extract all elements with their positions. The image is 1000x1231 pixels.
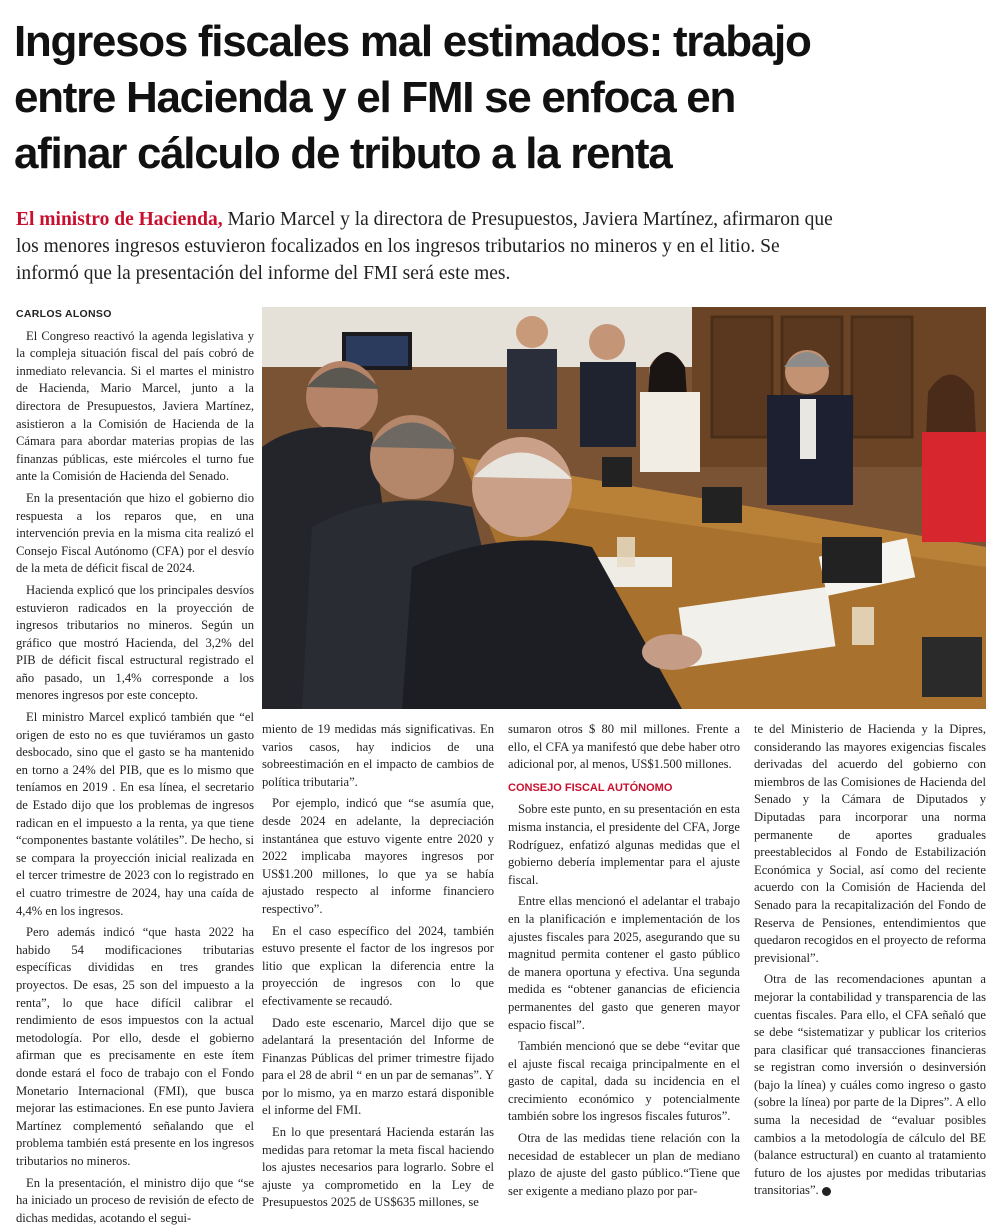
paragraph	[754, 971, 986, 1200]
paragraph: sumaron otros $ 80 mil millones. Frente a ello, el CFA ya manifestó que debe haber otro adicional por, al menos, US$1.500 millones.	[508, 722, 740, 772]
paragraph: Sobre este punto, en su presentación en esta misma instancia, el presidente del CFA, Jorge Rodríguez, enfatizó algunas medidas que el gobierno debería implementar para el ajuste fiscal.	[508, 802, 740, 887]
paragraph: te del Ministerio de Hacienda y la Dipres, considerando las mayores exigencias fiscales derivadas del acuerdo del gobierno con miembros de las Comisiones de Hacienda del Senado y la Cámara de Diputados y Diputadas para incorporar una norma permanente de aportes graduales preestablecidos al Fondo de Estabilización Económica y Social, así como del reciente acuerdo con la Comisión de Hacienda del Senado para la recapitalización del Fondo de Reserva de Pensiones, entendimientos que quedaron recogidos en el proyecto de reforma previsional”.	[754, 722, 986, 965]
paragraph: Pero además indicó “que hasta 2022 ha habido 54 modificaciones tributarias específicas divididas en tres grandes proyectos. De esas, 25 son del impuesto a la renta”, lo que hace difícil calibrar el rendimiento de esos impuestos con la actual metodología. Por ello, desde el gobierno afirman que es precisamente en este ítem donde estará el foco de trabajo con el Fondo Monetario Internacional (FMI), que busca mejorar las estimaciones. En ese punto Javiera Martínez complementó señalando que el problema también está presente en los ingresos tributarios no mineros.	[16, 925, 254, 1168]
paragraph: En lo que presentará Hacienda estarán las medidas para retomar la meta fiscal haciendo los ajustes necesarios para lograrlo. Sobre el ajuste ya comprometido en la Ley de Presupuestos 2025 de US$635 millones, se	[262, 1125, 494, 1210]
lead-line-1-text: Mario Marcel y la directora de Presupuestos, Javiera Martínez, afirmaron que	[222, 209, 833, 230]
lead-paragraph	[16, 206, 991, 287]
article-column-4	[754, 721, 986, 1204]
paragraph: En la presentación que hizo el gobierno dio respuesta a los reparos que, en una intervención previa en la misma cita realizó el Consejo Fiscal Autónomo (CFA) por el desvío de la meta de déficit fiscal de 2024.	[16, 490, 254, 576]
article-column-3	[508, 721, 740, 1204]
paragraph-text: Otra de las recomendaciones apuntan a mejorar la contabilidad y transparencia de las cuentas fiscales. Para ello, el CFA señaló que se debe “sistematizar y publicar los criterios para clasificar qué transacciones financieras se registran como inversión o desinversión (bajo la línea) y cuáles como ingreso o gasto (sobre la línea) por parte de la Dipres”. A ello suma la necesidad de “evaluar posibles cambios a la metodología de cálculo del BE (balance estructural) en cuanto al tratamiento futuro de los ajustes por medidas tributarias transitorias”.	[754, 972, 986, 1198]
headline-line: Ingresos fiscales mal estimados: trabajo	[14, 17, 811, 66]
lead-line	[16, 206, 991, 233]
paragraph: Otra de las medidas tiene relación con la necesidad de establecer un plan de mediano plazo de ajuste del gasto público.“Tiene que ser exigente a mediano plazo por par-	[508, 1131, 740, 1198]
paragraph: Por ejemplo, indicó que “se asumía que, desde 2024 en adelante, la depreciación instantánea que estuvo vigente entre 2020 y 2022 implicaba mayores ingresos por US$1.200 millones, lo que ya se había ajustado respecto al informe financiero respectivo”.	[262, 796, 494, 916]
meeting-photo	[262, 307, 986, 709]
meeting-photo-illustration	[262, 307, 986, 709]
lead-line: los menores ingresos estuvieron focalizados en los ingresos tributarios no mineros y en el litio. Se	[16, 236, 780, 257]
headline	[14, 14, 989, 182]
article-column-2	[262, 721, 494, 1216]
byline: CARLOS ALONSO	[16, 308, 112, 320]
paragraph: Dado este escenario, Marcel dijo que se adelantará la presentación del Informe de Finanzas Públicas del primer trimestre fijado para el 28 de abril “ en un par de semanas”. Y por lo mismo, ya en marzo estará disponible el informe del FMI.	[262, 1015, 494, 1118]
headline-line: afinar cálculo de tributo a la renta	[14, 129, 672, 178]
paragraph: En el caso específico del 2024, también estuvo presente el factor de los ingresos por litio que explican la diferencia entre la proyección de ingresos con lo que efectivamente se recaudó.	[262, 923, 494, 1008]
paragraph: El Congreso reactivó la agenda legislativa y la compleja situación fiscal del país cobró de inmediato relevancia. Si el martes el ministro de Hacienda, Mario Marcel, junto a la directora de Presupuestos, Javiera Martínez, asistieron a la Comisión de Hacienda de la Cámara para abordar materias propias de las finanzas públicas, este miércoles el turno fue ante la Comisión de Hacienda del Senado.	[16, 328, 254, 484]
paragraph: En la presentación, el ministro dijo que “se ha iniciado un proceso de revisión de efecto de dichas medidas, acotando el segui-	[16, 1175, 254, 1225]
lead-line: informó que la presentación del informe del FMI será este mes.	[16, 263, 511, 284]
end-mark-icon	[822, 1187, 831, 1196]
paragraph: El ministro Marcel explicó también que “el origen de esto no es que tuviéramos un gasto desbocado, sino que el gasto se ha mantenido en torno a 24% del PIB, que es lo mismo que teníamos en 2019 . En esa línea, el secretario de Estado dijo que los problemas de ingresos radican en el impuesto a la renta, ya que tiene “componentes bastante volátiles”. De hecho, si se compara la proyección inicial realizada en el tercer trimestre de 2023 con lo registrado en el cuatro trimestre de 2024, hay una caída de 4,4% en los ingresos.	[16, 710, 254, 918]
paragraph: Entre ellas mencionó el adelantar el trabajo en la planificación e implementación de los ajustes fiscales para 2025, asegurando que su magnitud permita contener el gasto público de manera oportuna y efectiva. Una segunda medida es “obtener ganancias de eficiencia permanentes del gasto que generen mayor espacio fiscal”.	[508, 894, 740, 1032]
lead-kicker: El ministro de Hacienda,	[16, 209, 223, 230]
section-subhead: CONSEJO FISCAL AUTÓNOMO	[508, 781, 673, 794]
paragraph: Hacienda explicó que los principales desvíos estuvieron radicados en la proyección de ingresos tributarios no mineros. Según un gráfico que mostró Hacienda, del 3,2% del PIB de déficit fiscal estructural registrado el año pasado, un 1,4% corresponde a los menores ingresos por este concepto.	[16, 582, 254, 703]
headline-line: entre Hacienda y el FMI se enfoca en	[14, 73, 736, 122]
paragraph: miento de 19 medidas más significativas. En varios casos, hay indicios de una sobreestimación en el impacto de cambios de política tributaria”.	[262, 722, 494, 789]
paragraph: También mencionó que se debe “evitar que el ajuste fiscal recaiga principalmente en el gasto de capital, dada su incidencia en el crecimiento económico y potencialmente también sobre los ingresos fiscales futuros”.	[508, 1039, 740, 1124]
article-column-1	[16, 306, 254, 1231]
